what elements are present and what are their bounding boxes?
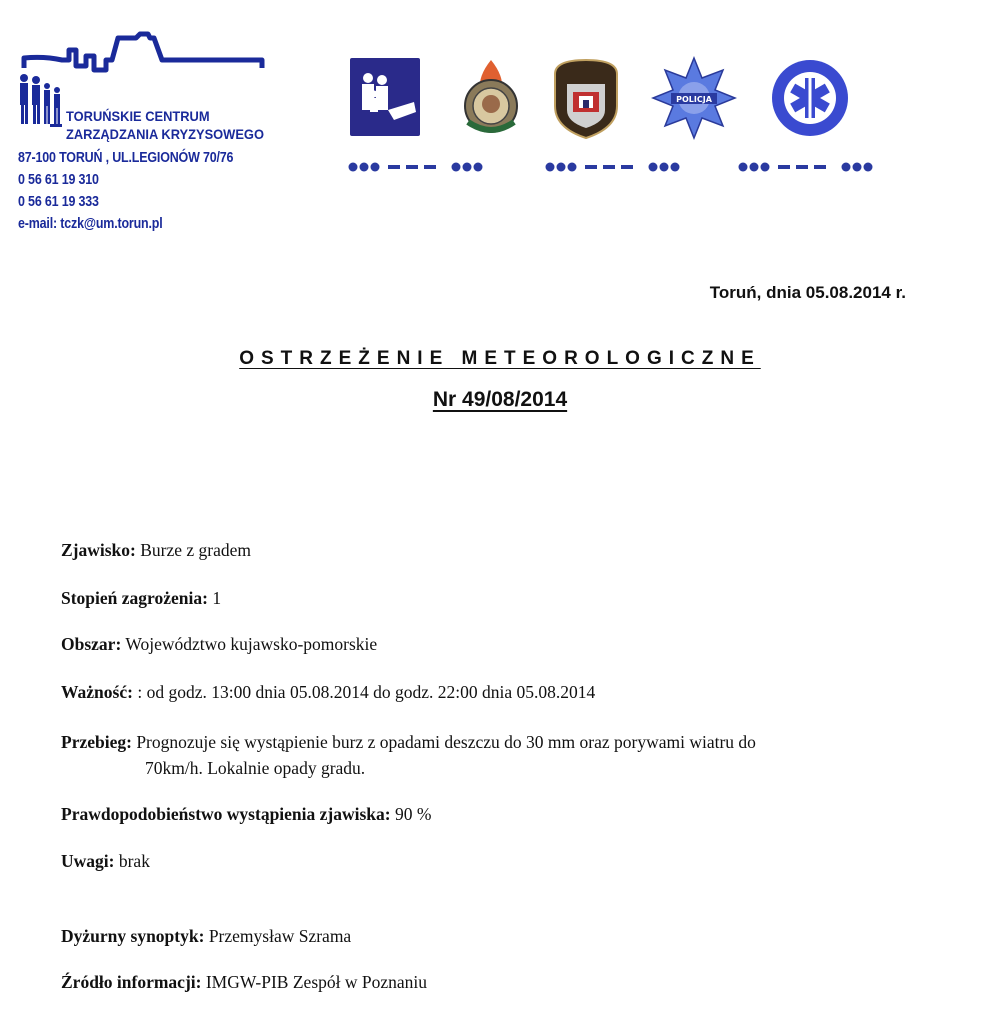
field-source-label: Źródło informacji:: [61, 972, 202, 992]
document-number-text: Nr 49/08/2014: [432, 388, 568, 411]
field-phenomenon-label: Zjawisko:: [61, 540, 136, 560]
field-forecaster: [61, 926, 351, 947]
field-phenomenon: [61, 540, 251, 561]
field-remarks: [61, 851, 150, 872]
emblem-divider-3: [738, 160, 880, 174]
org-email: e-mail: tczk@um.torun.pl: [18, 216, 163, 232]
field-remarks-label: Uwagi:: [61, 851, 115, 871]
family-figures-icon: [20, 74, 60, 124]
org-name-line2: ZARZĄDZANIA KRYZYSOWEGO: [66, 126, 264, 142]
org-phone-1: 0 56 61 19 310: [18, 172, 99, 188]
field-validity-label: Ważność:: [61, 682, 133, 702]
field-probability-label: Prawdopodobieństwo wystąpienia zjawiska:: [61, 804, 391, 824]
org-phone-2: 0 56 61 19 333: [18, 194, 99, 210]
field-course: [61, 729, 971, 781]
field-validity: [61, 682, 595, 703]
emblem-divider-1: [348, 160, 490, 174]
field-area-label: Obszar:: [61, 634, 122, 654]
field-course-value: Prognozuje się wystąpienie burz z opadami deszczu do 30 mm oraz porywami wiatru do: [131, 732, 756, 752]
field-area: [61, 634, 377, 655]
field-forecaster-value: Przemysław Szrama: [204, 926, 352, 946]
city-guard-badge-icon: [549, 56, 623, 140]
medical-rescue-icon: [766, 56, 854, 140]
fire-brigade-badge-icon: [454, 56, 528, 140]
field-threat-level-value: 1: [207, 588, 222, 608]
place-date: Toruń, dnia 05.08.2014 r.: [709, 283, 906, 302]
field-source-value: IMGW-PIB Zespół w Poznaniu: [201, 972, 428, 992]
field-course-label: Przebieg:: [61, 732, 132, 752]
document-title: [0, 348, 1000, 370]
emblem-divider-2: [545, 160, 687, 174]
field-course-value-cont: 70km/h. Lokalnie opady gradu.: [145, 758, 366, 778]
field-probability: [61, 804, 431, 825]
field-validity-value: : od godz. 13:00 dnia 05.08.2014 do godz. 22:00 dnia 05.08.2014: [132, 682, 596, 702]
field-probability-value: 90 %: [390, 804, 432, 824]
field-threat-level: [61, 588, 221, 609]
family-care-icon: [348, 56, 422, 140]
field-area-value: Województwo kujawsko-pomorskie: [121, 634, 378, 654]
field-remarks-value: brak: [114, 851, 150, 871]
field-source: [61, 972, 427, 993]
svg-text:POLICJA: POLICJA: [676, 95, 712, 104]
document-title-text: OSTRZEŻENIE METEOROLOGICZNE: [239, 348, 761, 369]
field-phenomenon-value: Burze z gradem: [135, 540, 252, 560]
field-forecaster-label: Dyżurny synoptyk:: [61, 926, 205, 946]
field-threat-level-label: Stopień zagrożenia:: [61, 588, 208, 608]
org-name-line1: TORUŃSKIE CENTRUM: [66, 108, 210, 124]
document-number: [0, 388, 1000, 412]
org-address: 87-100 TORUŃ , UL.LEGIONÓW 70/76: [18, 150, 234, 166]
police-star-icon: [651, 56, 737, 140]
